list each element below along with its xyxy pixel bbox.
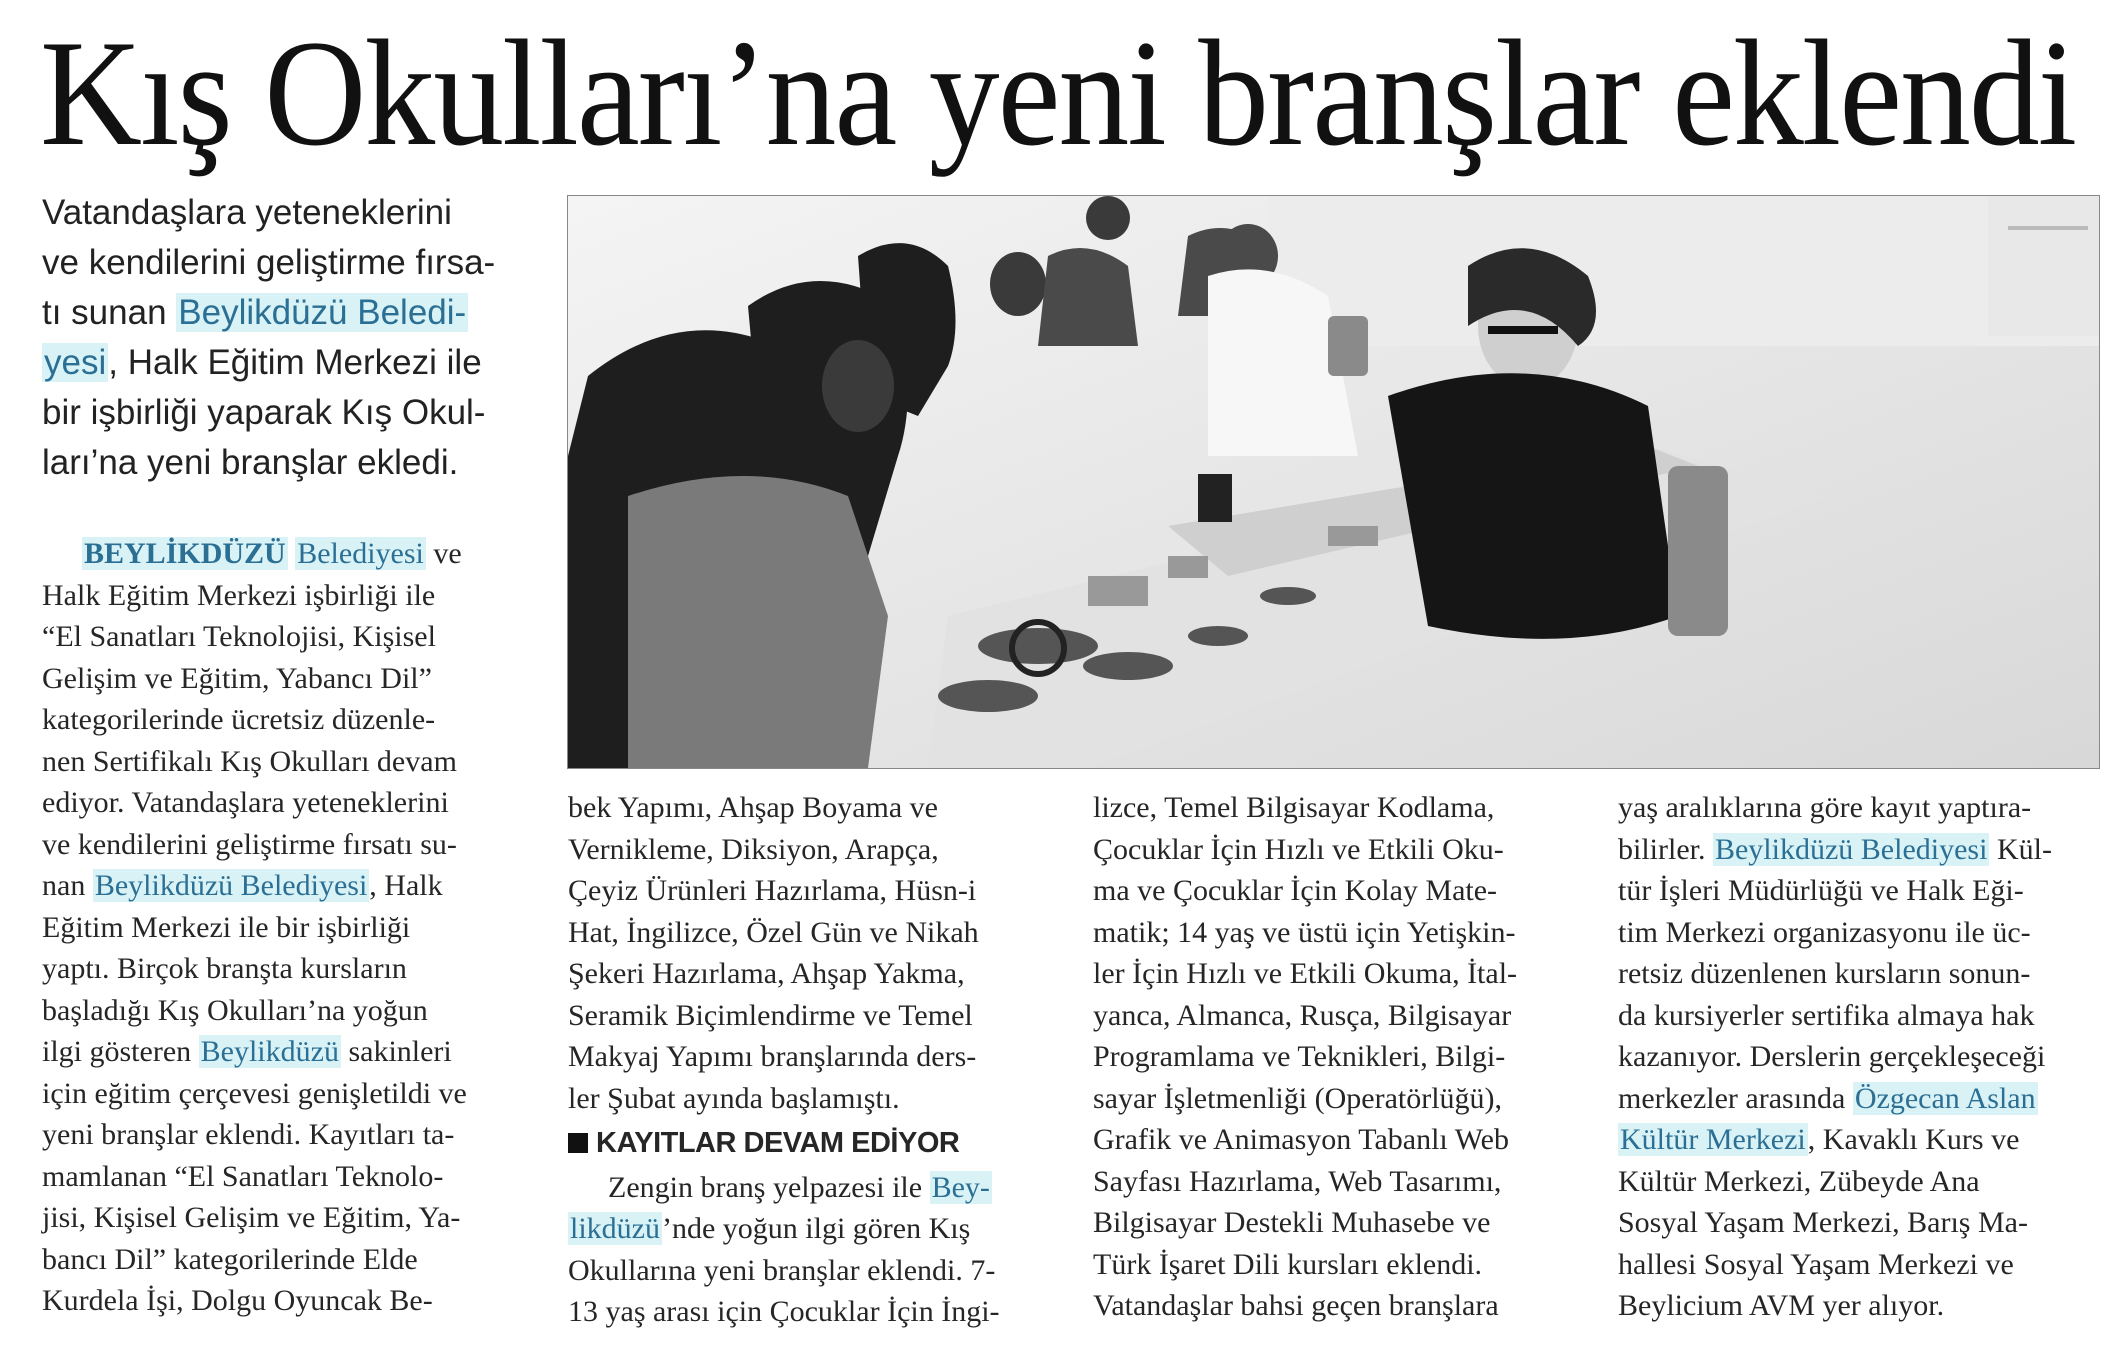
- text-line: [1093, 787, 1583, 829]
- text-line: [42, 438, 512, 488]
- text-line: [1093, 953, 1583, 995]
- text-line: [42, 699, 532, 741]
- text-run: ve kendilerini geliştirme fırsatı su-: [42, 827, 457, 861]
- text-line: [1093, 1036, 1583, 1078]
- text-run: Çocuklar İçin Hızlı ve Etkili Oku-: [1093, 832, 1504, 866]
- text-run: lizce, Temel Bilgisayar Kodlama,: [1093, 791, 1495, 824]
- text-run: Türk İşaret Dili kursları eklendi.: [1093, 1247, 1483, 1281]
- text-line: [1093, 995, 1583, 1037]
- text-line: [1618, 1078, 2098, 1120]
- text-run: Çeyiz Ürünleri Hazırlama, Hüsn-i: [568, 874, 977, 907]
- text-line: [42, 288, 512, 338]
- text-line: [1093, 1078, 1583, 1120]
- highlighted-term: Kültür Merkezi: [1620, 1123, 1806, 1156]
- body-column-4: [1618, 787, 2098, 1327]
- text-run: hallesi Sosyal Yaşam Merkezi ve: [1618, 1247, 2014, 1281]
- text-line: [1618, 1036, 2098, 1078]
- text-run: tür İşleri Müdürlüğü ve Halk Eği-: [1618, 874, 2024, 907]
- text-run: Makyaj Yapımı branşlarında ders-: [568, 1040, 977, 1073]
- highlighted-term: likdüzü: [570, 1212, 660, 1245]
- text-run: bilirler.: [1618, 832, 1713, 866]
- text-run: Bilgisayar Destekli Muhasebe ve: [1093, 1206, 1491, 1239]
- text-run: matik; 14 yaş ve üstü için Yetişkin-: [1093, 915, 1516, 949]
- highlighted-term: Özgecan Aslan: [1854, 1081, 2036, 1115]
- text-run: ve: [425, 537, 462, 570]
- text-run: merkezler arasında: [1618, 1081, 1853, 1115]
- text-run: yaptı. Birçok branşta kursların: [42, 952, 407, 985]
- text-run: Okullarına yeni branşlar eklendi. 7-: [568, 1253, 996, 1287]
- text-run: ediyor. Vatandaşlara yeteneklerini: [42, 786, 449, 819]
- text-run: ler Şubat ayında başlamıştı.: [568, 1081, 900, 1115]
- text-run: Grafik ve Animasyon Tabanlı Web: [1093, 1123, 1509, 1156]
- highlighted-term: BEYLİKDÜZÜ: [84, 537, 286, 570]
- text-line: [42, 1073, 532, 1115]
- text-run: ilgi gösteren: [42, 1035, 199, 1068]
- text-line: [1093, 870, 1583, 912]
- text-line: [42, 658, 532, 700]
- text-run: bir işbirliği yaparak Kış Okul-: [42, 393, 486, 432]
- text-line: [42, 1239, 532, 1281]
- text-run: , Kavaklı Kurs ve: [1807, 1123, 2020, 1156]
- text-run: tı sunan: [42, 293, 177, 332]
- text-run: bancı Dil” kategorilerinde Elde: [42, 1242, 418, 1276]
- text-line: [568, 912, 1058, 954]
- text-line: [568, 1078, 1058, 1120]
- text-run: başladığı Kış Okulları’na yoğun: [42, 993, 428, 1027]
- text-line: [1618, 953, 2098, 995]
- text-run: “El Sanatları Teknolojisi, Kişisel: [42, 620, 436, 653]
- text-line: [42, 188, 512, 238]
- text-run: Gelişim ve Eğitim, Yabancı Dil”: [42, 661, 432, 695]
- text-line: [1093, 1161, 1583, 1203]
- text-run: Kültür Merkezi, Zübeyde Ana: [1618, 1164, 1980, 1198]
- text-run: yeni branşlar eklendi. Kayıtları ta-: [42, 1118, 455, 1151]
- text-line: [1093, 829, 1583, 871]
- text-line: [1093, 1244, 1583, 1286]
- text-run: Vatandaşlara yeteneklerini: [42, 193, 452, 232]
- body-column-2: [568, 787, 1058, 1333]
- text-line: [568, 787, 1058, 829]
- text-run: da kursiyerler sertifika almaya hak: [1618, 998, 2035, 1032]
- text-line: [1618, 912, 2098, 954]
- text-line: [42, 782, 532, 824]
- lead-paragraph: [42, 188, 512, 488]
- text-line: [42, 1114, 532, 1156]
- square-bullet-icon: [568, 1133, 588, 1153]
- text-line: [42, 575, 532, 617]
- highlighted-term: Beylikdüzü Belediyesi: [1714, 832, 1988, 866]
- text-line: [42, 824, 532, 866]
- text-line: [568, 870, 1058, 912]
- text-run: Zengin branş yelpazesi ile: [608, 1170, 930, 1204]
- body-column-1: [42, 533, 532, 1322]
- text-run: kategorilerinde ücretsiz düzenle-: [42, 703, 436, 736]
- text-run: Programlama ve Teknikleri, Bilgi-: [1093, 1040, 1506, 1073]
- text-run: Kül-: [1989, 832, 2052, 866]
- text-line: [1093, 912, 1583, 954]
- text-run: yaş aralıklarına göre kayıt yaptıra-: [1618, 791, 2032, 824]
- text-line: [568, 1250, 1058, 1292]
- text-run: , Halk Eğitim Merkezi ile: [108, 343, 482, 382]
- text-run: tim Merkezi organizasyonu ile üc-: [1618, 915, 2031, 949]
- text-line: [42, 948, 532, 990]
- text-run: , Halk: [369, 869, 443, 902]
- text-run: Eğitim Merkezi ile bir işbirliği: [42, 910, 411, 944]
- text-run: sakinleri: [340, 1035, 452, 1068]
- highlighted-term: Belediyesi: [297, 537, 424, 570]
- text-run: ler İçin Hızlı ve Etkili Okuma, İtal-: [1093, 957, 1518, 990]
- text-line: [42, 1280, 532, 1322]
- text-line: [568, 829, 1058, 871]
- text-line: [42, 533, 532, 575]
- text-run: Halk Eğitim Merkezi işbirliği ile: [42, 578, 436, 612]
- text-line: [42, 990, 532, 1032]
- highlighted-term: yesi: [44, 343, 107, 382]
- text-run: 13 yaş arası için Çocuklar İçin İngi-: [568, 1295, 1000, 1328]
- text-line: [568, 1167, 1058, 1209]
- text-line: [1093, 1202, 1583, 1244]
- text-run: için eğitim çerçevesi genişletildi ve: [42, 1076, 467, 1110]
- highlighted-term: Beylikdüzü Beledi-: [178, 293, 467, 332]
- body-column-3: [1093, 787, 1583, 1327]
- text-line: [1618, 995, 2098, 1037]
- text-run: yanca, Almanca, Rusça, Bilgisayar: [1093, 998, 1512, 1032]
- text-run: sayar İşletmenliği (Operatörlüğü),: [1093, 1081, 1503, 1115]
- text-run: Kurdela İşi, Dolgu Oyuncak Be-: [42, 1284, 433, 1317]
- text-run: ları’na yeni branşlar ekledi.: [42, 443, 459, 482]
- text-line: [1618, 829, 2098, 871]
- text-run: Vernikleme, Diksiyon, Arapça,: [568, 832, 939, 866]
- text-run: Seramik Biçimlendirme ve Temel: [568, 998, 973, 1032]
- text-line: [42, 388, 512, 438]
- highlighted-term: Bey-: [931, 1170, 990, 1204]
- text-run: mamlanan “El Sanatları Teknolo-: [42, 1159, 444, 1193]
- section-subhead: [568, 1123, 1058, 1165]
- text-run: nan: [42, 869, 93, 902]
- text-line: [568, 953, 1058, 995]
- article-photo: [567, 195, 2100, 769]
- text-line: [1618, 1244, 2098, 1286]
- text-line: [42, 616, 532, 658]
- text-line: [1618, 787, 2098, 829]
- text-run: nen Sertifikalı Kış Okulları devam: [42, 744, 457, 778]
- text-line: [42, 1031, 532, 1073]
- text-run: kazanıyor. Derslerin gerçekleşeceği: [1618, 1040, 2046, 1073]
- text-run: ve kendilerini geliştirme fırsa-: [42, 243, 496, 282]
- text-line: [1618, 1119, 2098, 1161]
- text-run: jisi, Kişisel Gelişim ve Eğitim, Ya-: [42, 1201, 461, 1234]
- text-line: [42, 865, 532, 907]
- headline: Kış Okulları’na yeni branşlar eklendi: [40, 9, 2076, 177]
- subhead-text: KAYITLAR DEVAM EDİYOR: [596, 1127, 960, 1159]
- text-line: [42, 741, 532, 783]
- text-run: Hat, İngilizce, Özel Gün ve Nikah: [568, 915, 979, 949]
- text-run: retsiz düzenlenen kursların sonun-: [1618, 957, 2031, 990]
- text-line: [42, 1197, 532, 1239]
- text-run: Beylicium AVM yer alıyor.: [1618, 1289, 1945, 1322]
- text-run: ma ve Çocuklar İçin Kolay Mate-: [1093, 874, 1498, 907]
- text-line: [42, 907, 532, 949]
- text-line: [1618, 1285, 2098, 1327]
- subhead-paragraph: [568, 1167, 1058, 1333]
- text-run: Sosyal Yaşam Merkezi, Barış Ma-: [1618, 1206, 2028, 1239]
- text-line: [42, 1156, 532, 1198]
- text-line: [1093, 1285, 1583, 1327]
- text-line: [42, 238, 512, 288]
- text-line: [42, 338, 512, 388]
- text-run: Vatandaşlar bahsi geçen branşlara: [1093, 1289, 1499, 1322]
- text-run: Sayfası Hazırlama, Web Tasarımı,: [1093, 1164, 1502, 1198]
- text-run: bek Yapımı, Ahşap Boyama ve: [568, 791, 938, 824]
- text-line: [1618, 870, 2098, 912]
- text-line: [568, 1036, 1058, 1078]
- text-line: [1618, 1202, 2098, 1244]
- text-line: [568, 995, 1058, 1037]
- text-run: Şekeri Hazırlama, Ahşap Yakma,: [568, 957, 965, 990]
- text-line: [1093, 1119, 1583, 1161]
- highlighted-term: Beylikdüzü Belediyesi: [94, 869, 368, 902]
- text-run: ’nde yoğun ilgi gören Kış: [662, 1212, 971, 1245]
- text-line: [568, 1208, 1058, 1250]
- text-line: [568, 1291, 1058, 1333]
- text-line: [1618, 1161, 2098, 1203]
- highlighted-term: Beylikdüzü: [200, 1035, 339, 1068]
